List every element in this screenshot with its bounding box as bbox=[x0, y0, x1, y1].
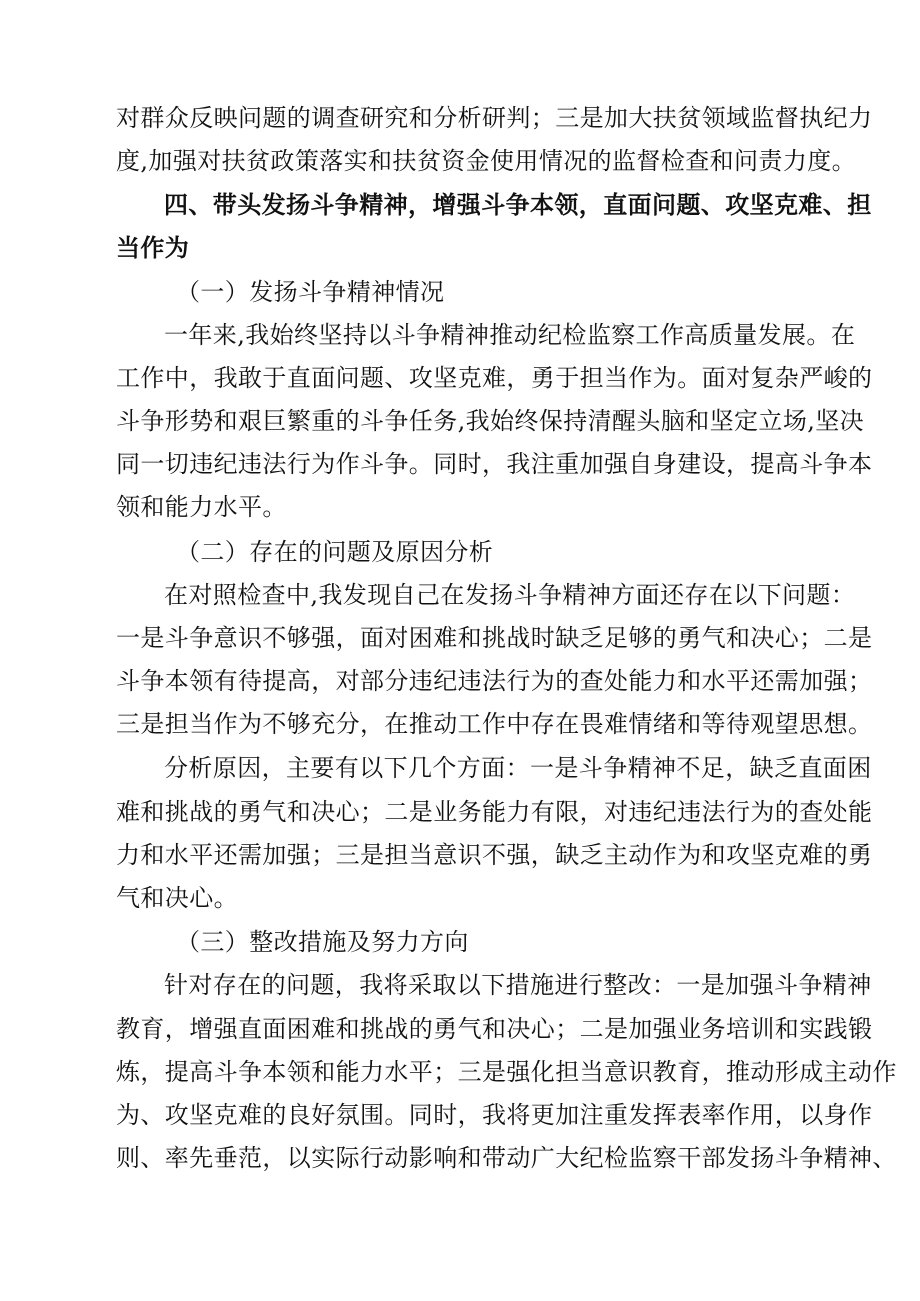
text-line: 同一切违纪违法行为作斗争。同时，我注重加强自身建设，提高斗争本 bbox=[116, 450, 873, 478]
text-line: 在对照检查中,我发现自己在发扬斗争精神方面还存在以下问题： bbox=[164, 581, 856, 609]
text-line: 对群众反映问题的调查研究和分析研判；三是加大扶贫领域监督执纪力 bbox=[116, 104, 873, 132]
text-line: 三是担当作为不够充分，在推动工作中存在畏难情绪和等待观望思想。 bbox=[116, 710, 873, 738]
subsection-heading: （三）整改措施及努力方向 bbox=[176, 928, 469, 956]
text-line: 为、攻坚克难的良好氛围。同时，我将更加注重发挥表率作用，以身作 bbox=[116, 1101, 873, 1129]
text-line: 气和决心。 bbox=[116, 884, 238, 912]
section-heading: 四、带头发扬斗争精神，增强斗争本领，直面问题、攻坚克难、担 bbox=[164, 190, 872, 219]
text-line: 教育，增强直面困难和挑战的勇气和决心；二是加强业务培训和实践锻 bbox=[116, 1015, 873, 1043]
text-line: 难和挑战的勇气和决心；二是业务能力有限，对违纪违法行为的查处能 bbox=[116, 798, 873, 826]
text-line: 一年来,我始终坚持以斗争精神推动纪检监察工作高质量发展。在 bbox=[164, 321, 856, 349]
text-line: 则、率先垂范，以实际行动影响和带动广大纪检监察干部发扬斗争精神、 bbox=[116, 1144, 897, 1172]
text-line: 一是斗争意识不够强，面对困难和挑战时缺乏足够的勇气和决心；二是 bbox=[116, 624, 873, 652]
section-heading-continued: 当作为 bbox=[116, 233, 190, 262]
text-line: 斗争形势和艰巨繁重的斗争任务,我始终保持清醒头脑和坚定立场,坚决 bbox=[116, 407, 865, 435]
text-line: 力和水平还需加强；三是担当意识不强，缺乏主动作为和攻坚克难的勇 bbox=[116, 841, 873, 869]
text-line: 针对存在的问题，我将采取以下措施进行整改：一是加强斗争精神 bbox=[164, 971, 872, 999]
text-line: 领和能力水平。 bbox=[116, 493, 287, 521]
text-line: 分析原因，主要有以下几个方面：一是斗争精神不足，缺乏直面困 bbox=[164, 754, 872, 782]
text-line: 斗争本领有待提高，对部分违纪违法行为的查处能力和水平还需加强； bbox=[116, 667, 873, 695]
text-line: 度,加强对扶贫政策落实和扶贫资金使用情况的监督检查和问责力度。 bbox=[116, 147, 857, 175]
subsection-heading: （一）发扬斗争精神情况 bbox=[176, 278, 445, 306]
subsection-heading: （二）存在的问题及原因分析 bbox=[176, 538, 494, 566]
text-line: 炼，提高斗争本领和能力水平；三是强化担当意识教育，推动形成主动作 bbox=[116, 1058, 897, 1086]
text-line: 工作中，我敢于直面问题、攻坚克难，勇于担当作为。面对复杂严峻的 bbox=[116, 364, 873, 392]
